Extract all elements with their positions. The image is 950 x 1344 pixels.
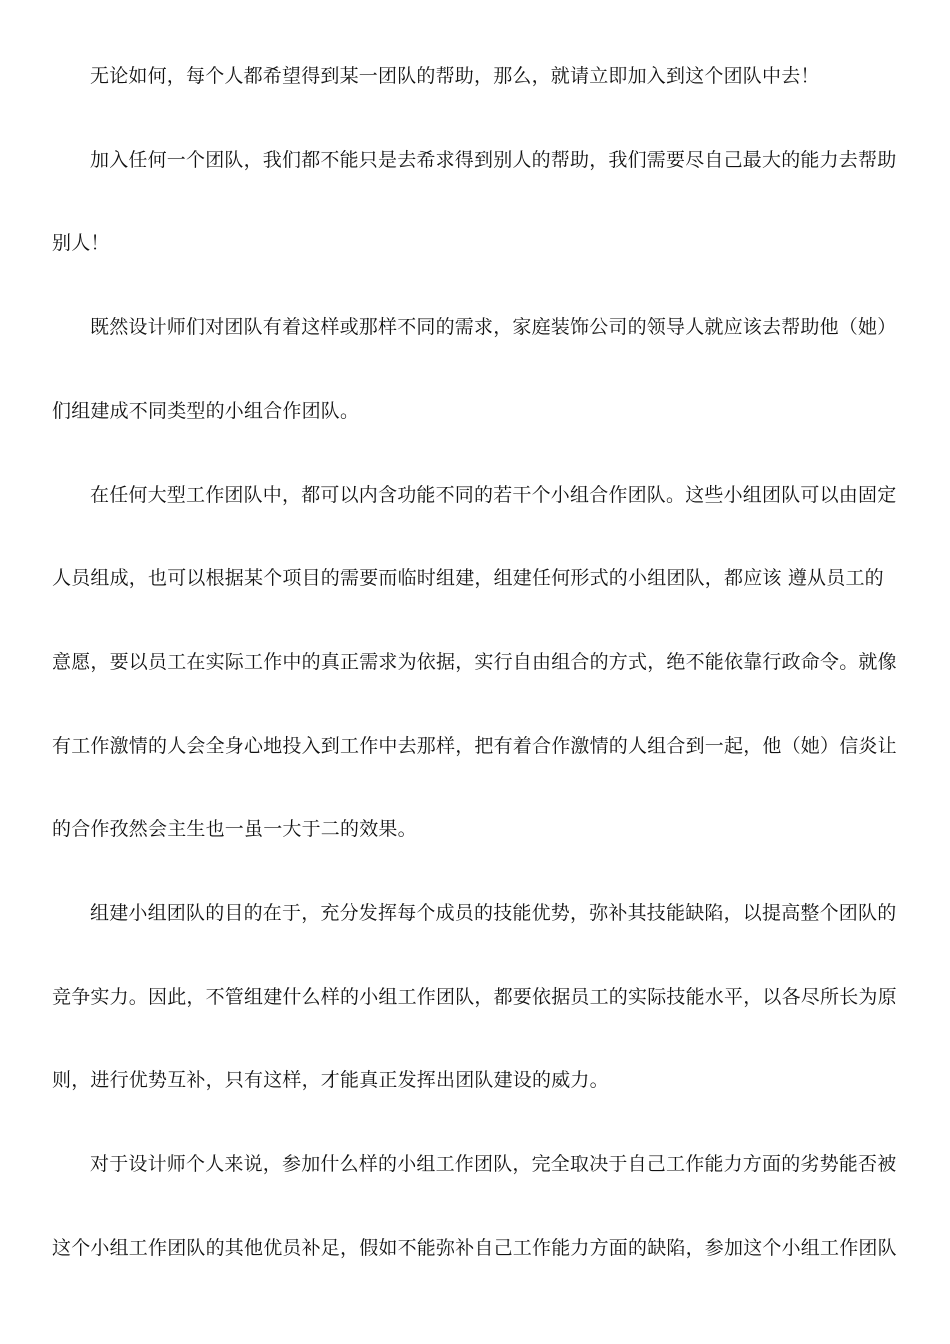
paragraph-6-line-2: 这个小组工作团队的其他优员补足，假如不能弥补自己工作能力方面的缺陷，参加这个小组工作团队 — [52, 1237, 897, 1259]
paragraph-2-line-1: 加入任何一个团队，我们都不能只是去希求得到别人的帮助，我们需要尽自己最大的能力去帮助 — [90, 149, 897, 171]
paragraph-4-line-3: 意愿，要以员工在实际工作中的真正需求为依据，实行自由组合的方式，绝不能依靠行政命令。就像 — [52, 651, 897, 673]
paragraph-4-line-5: 的合作孜然会主生也一虽一大于二的效果。 — [52, 818, 417, 840]
paragraph-1-line-1: 无论如何，每个人都希望得到某一团队的帮助，那么，就请立即加入到这个团队中去！ — [90, 65, 820, 87]
paragraph-3-line-2: 们组建成不同类型的小组合作团队。 — [52, 400, 360, 422]
paragraph-5-line-1: 组建小组团队的目的在于，充分发挥每个成员的技能优势，弥补其技能缺陷，以提高整个团队的 — [90, 902, 897, 924]
paragraph-4-line-1: 在任何大型工作团队中，都可以内含功能不同的若干个小组合作团队。这些小组团队可以由固定 — [90, 484, 897, 506]
paragraph-4-line-2: 人员组成，也可以根据某个项目的需要而临时组建，组建任何形式的小组团队，都应该 遵从员工的 — [52, 567, 884, 589]
paragraph-2-line-2: 别人！ — [52, 232, 110, 254]
paragraph-5-line-2: 竞争实力。因此，不管组建什么样的小组工作团队，都要依据员工的实际技能水平，以各尽所长为原 — [52, 986, 897, 1008]
paragraph-6-line-1: 对于设计师个人来说，参加什么样的小组工作团队，完全取决于自己工作能力方面的劣势能否被 — [90, 1153, 897, 1175]
paragraph-3-line-1: 既然设计师们对团队有着这样或那样不同的需求，家庭装饰公司的领导人就应该去帮助他（她） — [90, 316, 897, 338]
paragraph-5-line-3: 则，进行优势互补，只有这样，才能真正发挥出团队建设的威力。 — [52, 1069, 609, 1091]
paragraph-4-line-4: 有工作激情的人会全身心地投入到工作中去那样，把有着合作激情的人组合到一起，他（她）信炎让 — [52, 735, 897, 757]
